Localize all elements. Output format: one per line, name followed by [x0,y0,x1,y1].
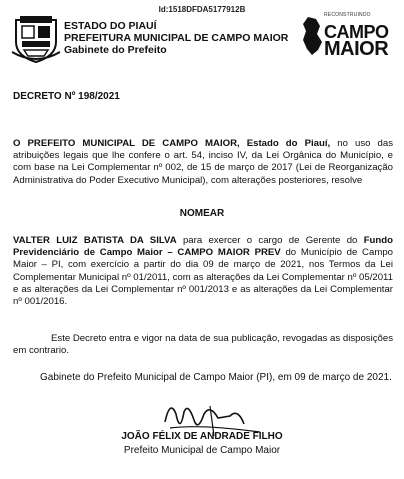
brand-word-maior: MAIOR [324,38,389,60]
appointment-text-1: para exercer o cargo de Gerente do [176,235,364,246]
appointee-name: VALTER LUIZ BATISTA DA SILVA [13,235,177,246]
letterhead [64,20,288,56]
signer-name: JOÃO FÉLIX DE ANDRADE FILHO [121,431,283,442]
preamble-paragraph [13,138,393,187]
appointment-text-2: do Município de Campo Maior – PI, com exercício a partir do dia 09 de março de 2021, nos Termos da Lei Complementar Municipal nº 01/2011, com as alterações da Lei Complementar nº 05/2011 e as alterações da Lei Complementar nº 001/2013 e as alterações da Lei Complementar nº 001/2016. [13,247,393,308]
brand-tagline: RECONSTRUINDO [324,12,371,18]
appointment-paragraph [13,235,393,308]
header-state: ESTADO DO PIAUÍ [64,20,157,32]
header-prefecture: PREFEITURA MUNICIPAL DE CAMPO MAIOR [64,32,289,44]
preamble-lead: O PREFEITO MUNICIPAL DE CAMPO MAIOR, Estado do Piauí, [13,138,331,149]
brand-logo [300,12,395,62]
decree-number: DECRETO Nº 198/2021 [13,91,120,102]
municipal-coat-of-arms [10,12,62,64]
brand-word-campo: CAMPO [324,22,389,42]
action-heading: NOMEAR [179,208,225,219]
fund-name: Fundo Previdenciário de Campo Maior – CAMPO MAIOR PREV [13,235,393,259]
document-id: Id:1518DFDA5177912B [158,5,246,14]
header-office: Gabinete do Prefeito [64,44,167,56]
effective-clause: Este Decreto entra e vigor na data de sua publicação, revogadas as disposições em contrario. [13,333,393,357]
place-date: Gabinete do Prefeito Municipal de Campo Maior (PI), em 09 de março de 2021. [40,372,392,383]
preamble-text: no uso das atribuições legais que lhe confere o art. 54, inciso IV, da Lei Orgânica do Município, e com base na Lei Complementar nº 002, de 15 de março de 2017 (Lei de Reorganização Administrativa do Poder Executivo Municipal), com alterações posteriores, resolve [13,138,393,186]
piaui-map-icon [300,16,324,56]
signer-role: Prefeito Municipal de Campo Maior [123,445,281,456]
